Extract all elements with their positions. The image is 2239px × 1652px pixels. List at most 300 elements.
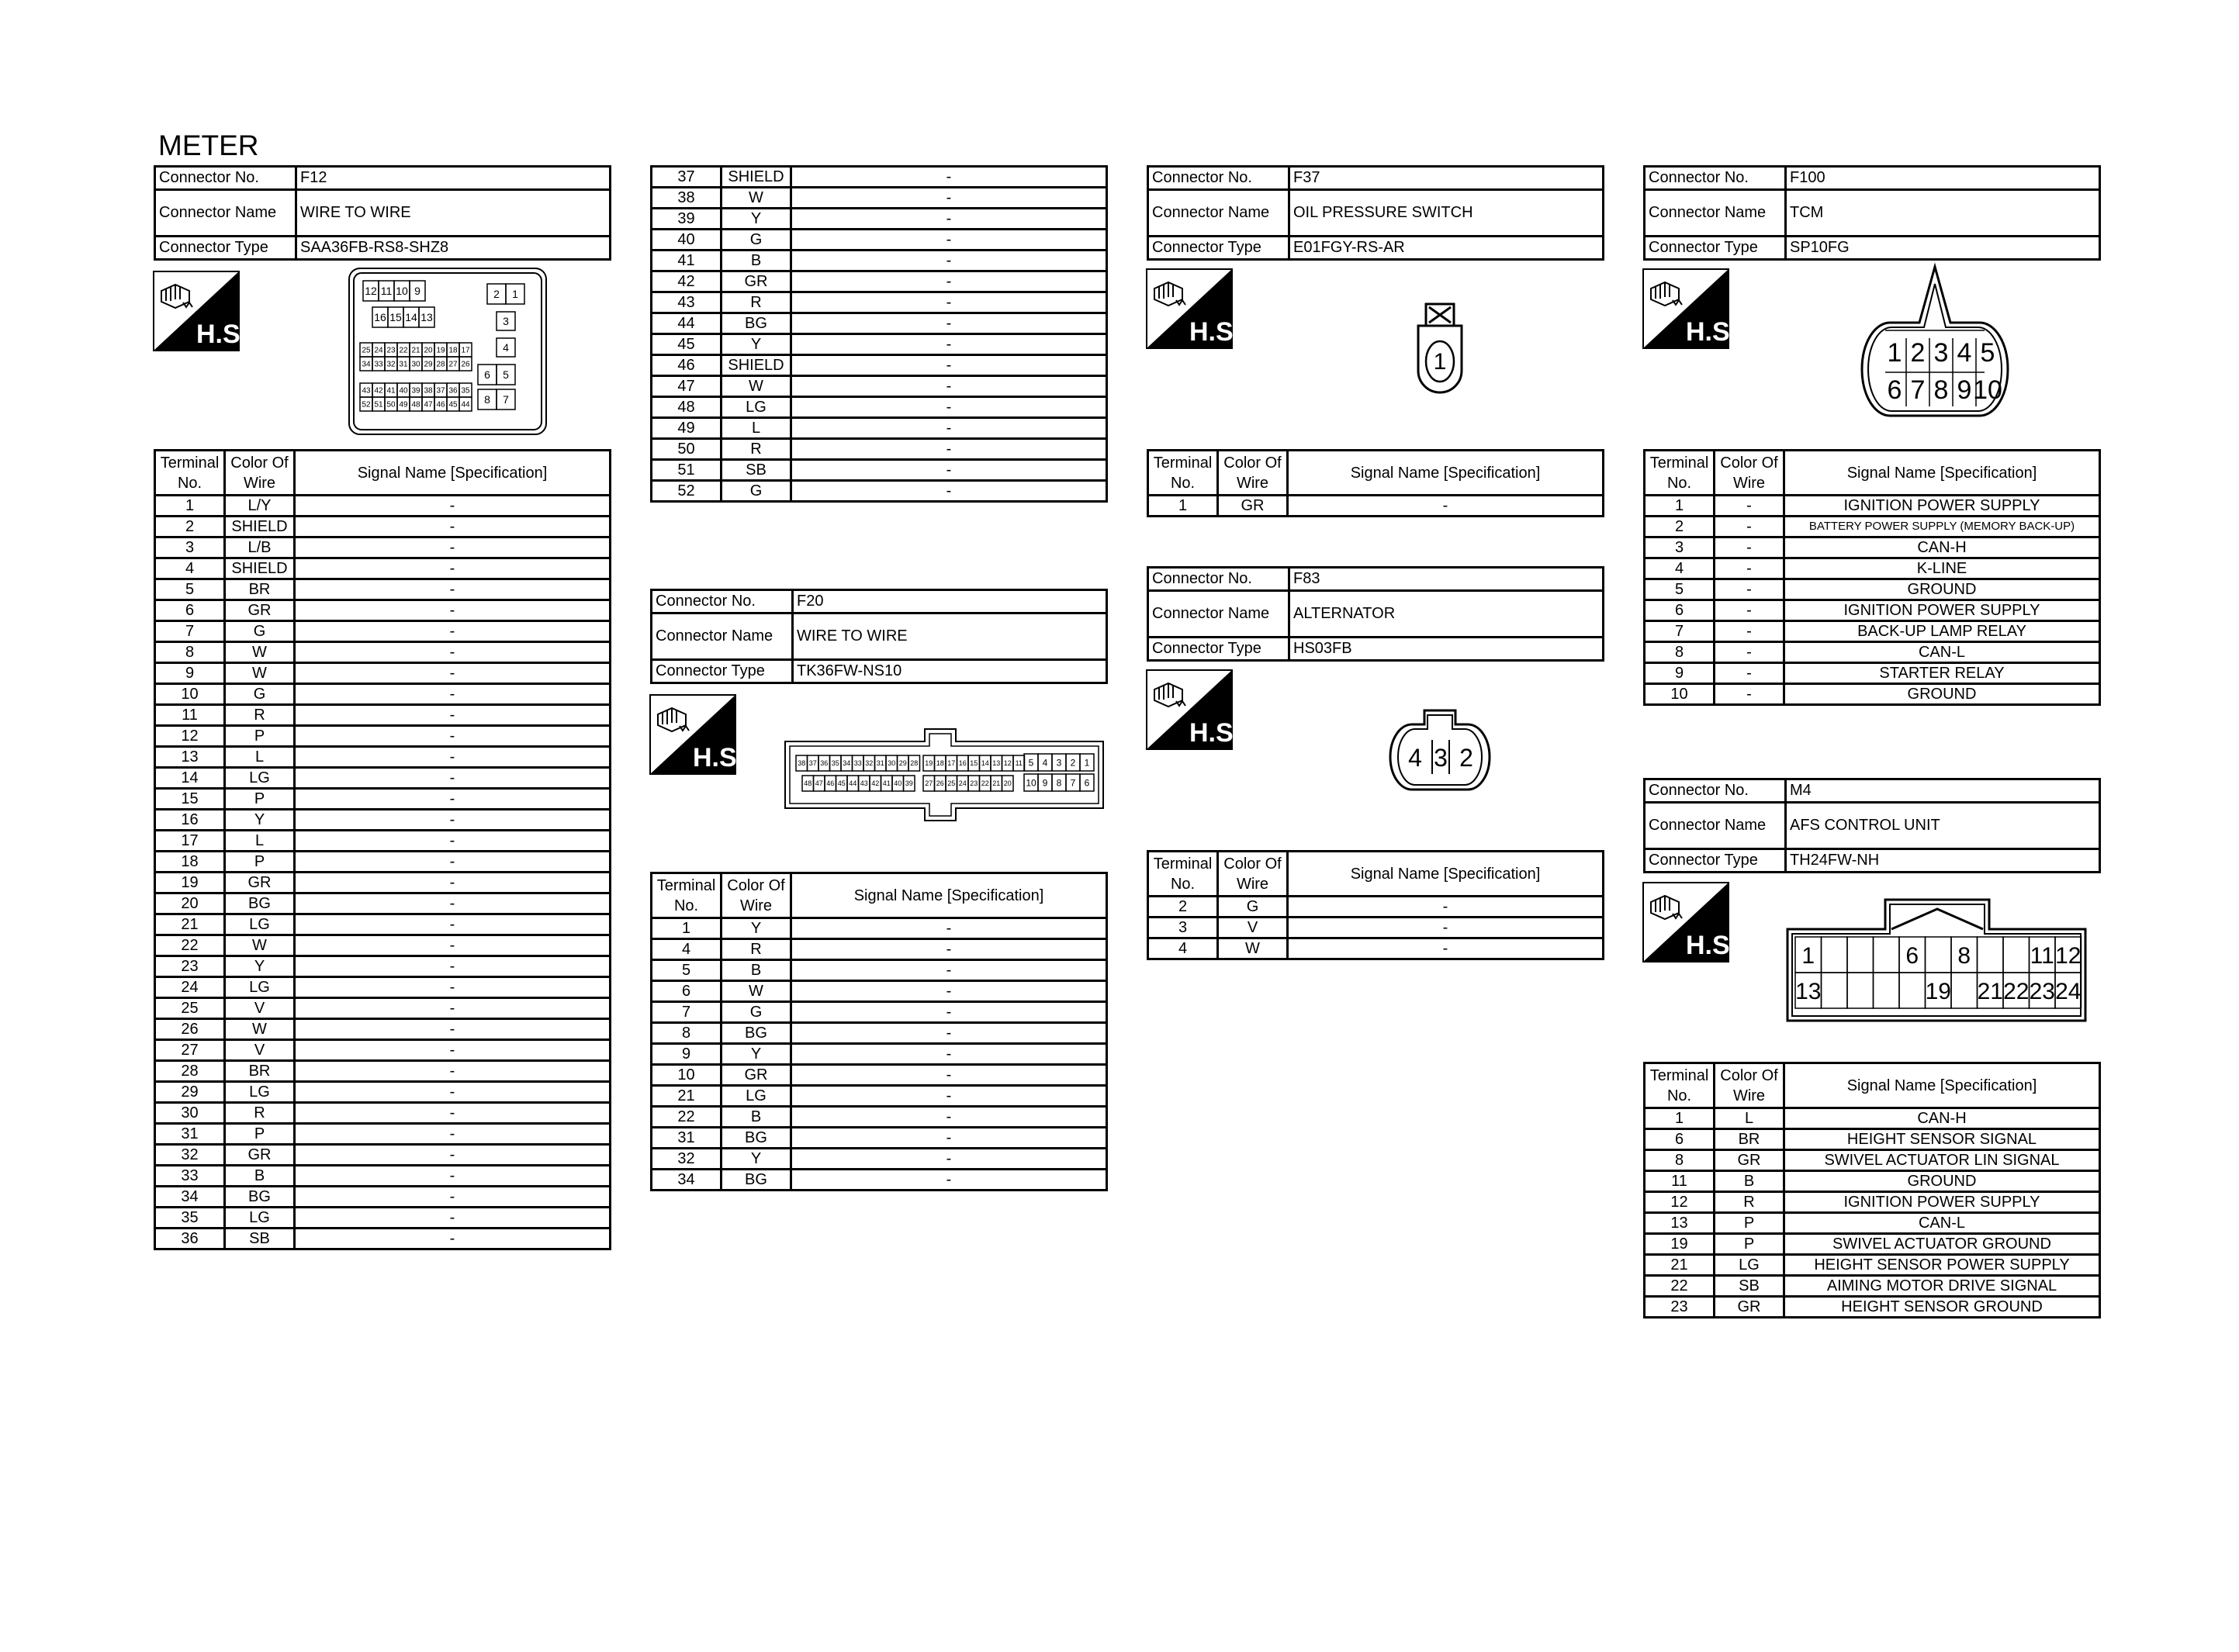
table-row — [1645, 558, 2100, 579]
harness-side-icon — [1643, 883, 1738, 962]
signal-cell: - — [791, 188, 1107, 209]
label-connector-no: Connector No. — [652, 590, 793, 613]
pin-label: 20 — [1003, 779, 1012, 788]
table-row — [155, 1019, 611, 1040]
signal-cell: AIMING MOTOR DRIVE SIGNAL — [1784, 1276, 2100, 1297]
signal-cell: - — [295, 663, 611, 684]
table-row — [652, 1149, 1107, 1170]
table-row — [1645, 1150, 2100, 1171]
pin-label: 3 — [503, 315, 509, 328]
table-row — [652, 188, 1107, 209]
terminal-cell: 6 — [155, 600, 225, 621]
color-cell: LG — [225, 1208, 295, 1229]
terminal-cell: 27 — [155, 1040, 225, 1061]
signal-cell: - — [295, 852, 611, 873]
table-row — [652, 960, 1107, 981]
connector-info-f83 — [1147, 566, 1604, 662]
pin-label: 5 — [503, 368, 509, 382]
table-row — [652, 1128, 1107, 1149]
table-row — [1645, 600, 2100, 621]
terminal-cell: 48 — [652, 397, 722, 418]
harness-side-icon — [650, 695, 745, 774]
connector-name: WIRE TO WIRE — [793, 613, 1107, 660]
signal-cell: - — [295, 1145, 611, 1166]
color-cell: B — [722, 1107, 791, 1128]
signal-cell: - — [295, 1061, 611, 1082]
color-cell: R — [722, 292, 791, 313]
color-cell: B — [225, 1166, 295, 1187]
harness-side-icon — [1147, 269, 1241, 348]
table-row — [155, 517, 611, 537]
table-row — [155, 1187, 611, 1208]
signal-header: Signal Name [Specification] — [1288, 451, 1604, 496]
table-row — [1645, 621, 2100, 642]
pin-label: 21 — [992, 779, 1001, 788]
pin-cell — [1978, 937, 2004, 973]
color-header: Color Of Wire — [1218, 852, 1288, 897]
terminal-cell: 8 — [1645, 642, 1715, 663]
color-cell: V — [1218, 918, 1288, 938]
terminal-cell: 17 — [155, 831, 225, 852]
terminal-cell: 4 — [1148, 938, 1218, 959]
signal-cell: - — [791, 939, 1107, 960]
terminal-cell: 7 — [155, 621, 225, 642]
table-row — [652, 1023, 1107, 1044]
pin-label: 24 — [374, 346, 383, 355]
pin-label: 28 — [910, 759, 919, 768]
color-cell: SHIELD — [722, 355, 791, 376]
color-cell: W — [225, 663, 295, 684]
pin-label: 22 — [399, 346, 408, 355]
terminal-cell: 2 — [1645, 517, 1715, 537]
signal-cell: - — [295, 684, 611, 705]
color-cell: W — [225, 642, 295, 663]
harness-side-icon — [1643, 269, 1738, 348]
hs-label: H.S. — [1686, 931, 1738, 960]
terminal-cell: 19 — [155, 873, 225, 893]
label-connector-type: Connector Type — [652, 660, 793, 683]
terminal-cell: 50 — [652, 439, 722, 460]
label-connector-no: Connector No. — [1148, 568, 1289, 591]
color-cell: L — [225, 747, 295, 768]
pin-label: 24 — [2055, 978, 2082, 1004]
connector-type: HS03FB — [1289, 638, 1604, 661]
pin-label: 29 — [898, 759, 907, 768]
color-cell: BG — [722, 1170, 791, 1191]
pin-label: 39 — [411, 386, 420, 396]
table-row — [155, 852, 611, 873]
pin-label: 47 — [815, 779, 823, 788]
terminal-cell: 4 — [155, 558, 225, 579]
pin-label: 5 — [1980, 338, 1995, 368]
color-cell: SB — [225, 1229, 295, 1249]
table-row — [1645, 579, 2100, 600]
pin-label: 19 — [1925, 978, 1951, 1004]
table-row — [652, 1044, 1107, 1065]
signal-cell: IGNITION POWER SUPPLY — [1784, 600, 2100, 621]
pin-label: 18 — [448, 346, 458, 355]
terminal-cell: 1 — [1645, 496, 1715, 517]
connector-info-f100 — [1643, 165, 2101, 261]
signal-cell: - — [295, 517, 611, 537]
signal-cell: - — [791, 1023, 1107, 1044]
signal-cell: - — [791, 460, 1107, 481]
color-cell: GR — [1218, 496, 1288, 517]
terminal-cell: 41 — [652, 251, 722, 271]
table-row — [155, 956, 611, 977]
pin-label: 30 — [411, 360, 420, 369]
label-connector-type: Connector Type — [1148, 638, 1289, 661]
table-row — [155, 663, 611, 684]
color-cell: G — [1218, 897, 1288, 918]
table-row — [155, 496, 611, 517]
signal-cell: - — [791, 1044, 1107, 1065]
signal-cell: - — [295, 747, 611, 768]
pin-label: 12 — [1003, 759, 1012, 768]
signal-header: Signal Name [Specification] — [791, 873, 1107, 918]
signal-cell: - — [791, 439, 1107, 460]
terminal-header: Terminal No. — [1148, 451, 1218, 496]
color-cell: SB — [1715, 1276, 1784, 1297]
color-cell: R — [722, 439, 791, 460]
pin-label: 11 — [380, 285, 393, 298]
pin-label: 8 — [1056, 777, 1062, 789]
terminal-cell: 9 — [652, 1044, 722, 1065]
pin-label: 43 — [362, 386, 371, 396]
terminal-header: Terminal No. — [1645, 1063, 1715, 1108]
pin-label: 21 — [411, 346, 420, 355]
pin-label: 13 — [1795, 978, 1822, 1004]
color-cell: BR — [225, 1061, 295, 1082]
signal-cell: - — [791, 481, 1107, 502]
connector-no: F37 — [1289, 167, 1604, 190]
pin-label: 38 — [424, 386, 433, 396]
color-cell: SB — [722, 460, 791, 481]
pin-label: 8 — [1957, 942, 1971, 969]
signal-cell: - — [791, 209, 1107, 230]
signal-cell: - — [295, 621, 611, 642]
terminal-cell: 5 — [155, 579, 225, 600]
pin-label: 22 — [981, 779, 989, 788]
terminal-cell: 49 — [652, 418, 722, 439]
table-row — [652, 481, 1107, 502]
signal-cell: - — [791, 1170, 1107, 1191]
signal-cell: - — [791, 313, 1107, 334]
label-connector-type: Connector Type — [155, 237, 296, 260]
signal-cell: - — [295, 893, 611, 914]
table-row — [1645, 1234, 2100, 1255]
terminal-cell: 46 — [652, 355, 722, 376]
pin-label: 23 — [970, 779, 978, 788]
terminal-cell: 8 — [155, 642, 225, 663]
label-connector-name: Connector Name — [652, 613, 793, 660]
signal-cell: GROUND — [1784, 1171, 2100, 1192]
label-connector-no: Connector No. — [155, 167, 296, 190]
label-connector-type: Connector Type — [1148, 237, 1289, 260]
signal-cell: STARTER RELAY — [1784, 663, 2100, 684]
color-cell: GR — [225, 1145, 295, 1166]
terminal-cell: 45 — [652, 334, 722, 355]
signal-cell: - — [791, 418, 1107, 439]
pin-label: 14 — [405, 311, 417, 324]
pin-label: 3 — [1933, 338, 1949, 368]
pin-label: 32 — [865, 759, 874, 768]
signal-cell: - — [295, 600, 611, 621]
pin-label: 29 — [424, 360, 433, 369]
terminal-cell: 18 — [155, 852, 225, 873]
table-row — [652, 251, 1107, 271]
table-row — [155, 810, 611, 831]
table-row — [155, 558, 611, 579]
signal-cell: BATTERY POWER SUPPLY (MEMORY BACK-UP) — [1784, 517, 2100, 537]
pin-label: 16 — [374, 311, 386, 324]
pin-label: 48 — [804, 779, 812, 788]
table-row — [155, 914, 611, 935]
connector-diagram-f37 — [1409, 301, 1471, 399]
table-row — [652, 334, 1107, 355]
color-cell: B — [722, 251, 791, 271]
table-row — [1645, 517, 2100, 537]
terminal-cell: 32 — [155, 1145, 225, 1166]
pin-label: 36 — [820, 759, 829, 768]
color-cell: BG — [722, 313, 791, 334]
pin-label: 23 — [2029, 978, 2055, 1004]
label-connector-name: Connector Name — [1148, 591, 1289, 638]
color-cell: W — [225, 935, 295, 956]
color-cell: P — [225, 726, 295, 747]
pin-label: 45 — [448, 400, 458, 410]
terminal-cell: 24 — [155, 977, 225, 998]
color-cell: R — [225, 1103, 295, 1124]
table-row — [1645, 1192, 2100, 1213]
terminal-cell: 38 — [652, 188, 722, 209]
terminal-cell: 8 — [1645, 1150, 1715, 1171]
pin-label: 41 — [386, 386, 396, 396]
color-cell: BR — [225, 579, 295, 600]
pin-label: 39 — [905, 779, 913, 788]
pin-label: 46 — [826, 779, 835, 788]
table-row — [155, 1082, 611, 1103]
table-row — [155, 1166, 611, 1187]
pin-label: 52 — [362, 400, 371, 410]
pin-label: 38 — [798, 759, 806, 768]
pin-label: 45 — [837, 779, 846, 788]
pin-label: 24 — [958, 779, 967, 788]
table-row — [1645, 1171, 2100, 1192]
connector-diagram-f100 — [1856, 264, 2014, 419]
table-row — [1148, 938, 1604, 959]
signal-cell: CAN-L — [1784, 642, 2100, 663]
table-row — [155, 768, 611, 789]
color-cell: LG — [1715, 1255, 1784, 1276]
terminal-cell: 36 — [155, 1229, 225, 1249]
pin-label: 12 — [2055, 942, 2082, 969]
signal-cell: SWIVEL ACTUATOR LIN SIGNAL — [1784, 1150, 2100, 1171]
signal-cell: - — [295, 810, 611, 831]
table-row — [155, 998, 611, 1019]
terminal-cell: 2 — [155, 517, 225, 537]
color-cell: P — [225, 852, 295, 873]
pin-label: 7 — [503, 393, 509, 406]
signal-cell: IGNITION POWER SUPPLY — [1784, 1192, 2100, 1213]
terminal-cell: 23 — [155, 956, 225, 977]
connector-no: F83 — [1289, 568, 1604, 591]
table-row — [155, 705, 611, 726]
terminal-table-f100 — [1643, 449, 2101, 706]
signal-cell: - — [295, 873, 611, 893]
pin-label: 51 — [374, 400, 383, 410]
color-cell: - — [1715, 600, 1784, 621]
pin-label: 19 — [436, 346, 445, 355]
table-row — [1645, 496, 2100, 517]
connector-diagram-f20 — [784, 726, 1105, 824]
pin-label: 4 — [1042, 757, 1048, 769]
label-connector-no: Connector No. — [1645, 167, 1786, 190]
table-row — [1645, 1276, 2100, 1297]
pin-cell — [1874, 937, 1900, 973]
terminal-cell: 21 — [155, 914, 225, 935]
pin-label: 35 — [831, 759, 839, 768]
pin-label: 6 — [1905, 942, 1919, 969]
terminal-cell: 5 — [652, 960, 722, 981]
table-row — [1645, 537, 2100, 558]
connector-name: AFS CONTROL UNIT — [1786, 803, 2100, 849]
table-row — [652, 292, 1107, 313]
signal-cell: - — [295, 956, 611, 977]
terminal-cell: 25 — [155, 998, 225, 1019]
table-row — [155, 1103, 611, 1124]
terminal-cell: 8 — [652, 1023, 722, 1044]
color-cell: LG — [722, 1086, 791, 1107]
table-row — [155, 873, 611, 893]
pin-label: 43 — [860, 779, 868, 788]
pin-label: 11 — [1015, 759, 1023, 768]
table-row — [652, 918, 1107, 939]
pin-label: 7 — [1910, 375, 1926, 405]
connector-type: SAA36FB-RS8-SHZ8 — [296, 237, 611, 260]
terminal-cell: 13 — [1645, 1213, 1715, 1234]
table-row — [155, 621, 611, 642]
connector-diagram-m4 — [1784, 898, 2088, 1024]
color-cell: G — [722, 1002, 791, 1023]
pin-label: 19 — [925, 759, 933, 768]
pin-cell — [1874, 973, 1900, 1008]
signal-cell: - — [295, 977, 611, 998]
pin-label: 16 — [958, 759, 967, 768]
signal-cell: BACK-UP LAMP RELAY — [1784, 621, 2100, 642]
pin-label: 8 — [484, 393, 490, 406]
pin-label: 27 — [925, 779, 933, 788]
connector-info-f37 — [1147, 165, 1604, 261]
connector-no: F20 — [793, 590, 1107, 613]
color-cell: Y — [225, 810, 295, 831]
terminal-cell: 3 — [155, 537, 225, 558]
pin-label: 21 — [1977, 978, 2003, 1004]
signal-cell: SWIVEL ACTUATOR GROUND — [1784, 1234, 2100, 1255]
terminal-cell: 10 — [155, 684, 225, 705]
label-connector-name: Connector Name — [1645, 803, 1786, 849]
pin-label: 4 — [1408, 744, 1422, 772]
pin-cell — [1847, 937, 1874, 973]
table-row — [652, 397, 1107, 418]
color-cell: BG — [722, 1023, 791, 1044]
color-cell: GR — [225, 873, 295, 893]
pin-cell — [1847, 973, 1874, 1008]
signal-cell: - — [791, 1128, 1107, 1149]
harness-side-icon — [1147, 670, 1241, 749]
terminal-table-f20 — [650, 872, 1108, 1191]
signal-cell: - — [295, 1124, 611, 1145]
signal-cell: - — [791, 960, 1107, 981]
connector-no: F12 — [296, 167, 611, 190]
label-connector-no: Connector No. — [1645, 779, 1786, 803]
terminal-cell: 22 — [155, 935, 225, 956]
terminal-cell: 43 — [652, 292, 722, 313]
pin-label: 40 — [894, 779, 902, 788]
signal-cell: IGNITION POWER SUPPLY — [1784, 496, 2100, 517]
hs-label: H.S. — [1189, 718, 1241, 748]
pin-label: 26 — [936, 779, 944, 788]
color-cell: L/B — [225, 537, 295, 558]
pin-label: 3 — [1434, 744, 1448, 772]
terminal-cell: 13 — [155, 747, 225, 768]
signal-cell: HEIGHT SENSOR SIGNAL — [1784, 1129, 2100, 1150]
color-cell: - — [1715, 496, 1784, 517]
terminal-cell: 3 — [1645, 537, 1715, 558]
color-header: Color Of Wire — [225, 451, 295, 496]
terminal-cell: 1 — [1645, 1108, 1715, 1129]
pin-label: 47 — [424, 400, 433, 410]
signal-cell: - — [791, 292, 1107, 313]
connector-no: M4 — [1786, 779, 2100, 803]
terminal-cell: 6 — [652, 981, 722, 1002]
table-row — [155, 537, 611, 558]
color-cell: - — [1715, 558, 1784, 579]
table-row — [1645, 1213, 2100, 1234]
color-cell: LG — [225, 977, 295, 998]
pin-label: 20 — [424, 346, 433, 355]
pin-label: 6 — [1084, 777, 1090, 789]
pin-label: 10 — [1026, 777, 1036, 789]
table-row — [155, 789, 611, 810]
terminal-cell: 34 — [652, 1170, 722, 1191]
label-connector-name: Connector Name — [1148, 190, 1289, 237]
terminal-cell: 20 — [155, 893, 225, 914]
terminal-cell: 1 — [155, 496, 225, 517]
connector-type: TK36FW-NS10 — [793, 660, 1107, 683]
terminal-cell: 44 — [652, 313, 722, 334]
table-row — [1148, 496, 1604, 517]
signal-cell: - — [791, 230, 1107, 251]
terminal-cell: 3 — [1148, 918, 1218, 938]
terminal-header: Terminal No. — [1645, 451, 1715, 496]
signal-header: Signal Name [Specification] — [1288, 852, 1604, 897]
connector-type: E01FGY-RS-AR — [1289, 237, 1604, 260]
label-connector-name: Connector Name — [1645, 190, 1786, 237]
signal-cell: - — [791, 397, 1107, 418]
pin-label: 9 — [1042, 777, 1048, 789]
terminal-table-f37 — [1147, 449, 1604, 517]
signal-cell: - — [295, 914, 611, 935]
terminal-cell: 51 — [652, 460, 722, 481]
pin-label: 46 — [436, 400, 445, 410]
signal-cell: - — [791, 167, 1107, 188]
color-cell: LG — [225, 914, 295, 935]
pin-label: 30 — [888, 759, 896, 768]
terminal-cell: 26 — [155, 1019, 225, 1040]
table-row — [155, 642, 611, 663]
terminal-cell: 12 — [1645, 1192, 1715, 1213]
